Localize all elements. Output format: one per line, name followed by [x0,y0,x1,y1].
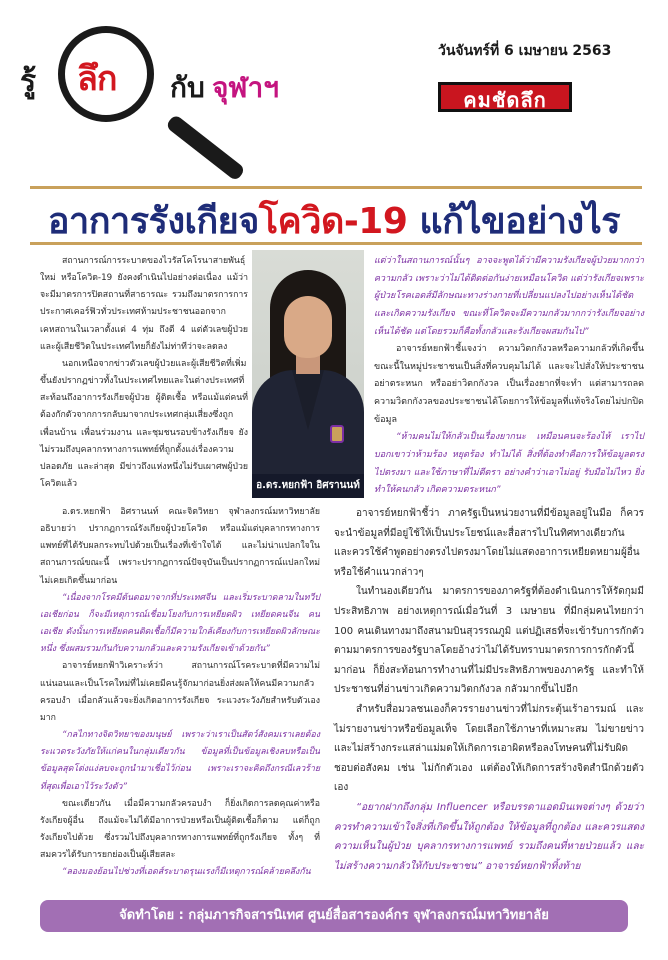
paragraph: อาจารย์หยกฟ้าชี้แจงว่า ความวิตกกังวลหรือความกลัวที่เกิดขึ้นขณะนี้ในหมู่ประชาชนเป็นสิ่งที่ควบคุมไม่ได้ และจะไปสั่งให้ประชาชนอย่าตระหนก หรืออย่าวิตกกังวล เป็นเรื่องยากที่จะทำ แต่สามารถลดความวิตกกังวลของประชาชนได้โดยการให้ข้อมูลที่แท้จริงโดยไม่ปกปิดข้อมูล [374,344,644,425]
quote-paragraph: “กลไกทางจิตวิทยาของมนุษย์ เพราะว่าเราเป็นสัตว์สังคมเราเลยต้องระแวดระวังภัยให้แก่คนในกลุ่มเดียวกัน ข้อมูลที่เป็นข้อมูลเชิงลบหรือเป็นข้อมูลสุดโต่งแง่ลบจะถูกนำมาเชื่อไว้ก่อน เพราะเราจะคิดถึงกรณีเลวร้ายที่สุดเพื่อเอาไว้ระวังตัว” [40,730,320,792]
headline-part-a: อาการรังเกียจ [47,201,259,242]
magnifier-handle [165,114,246,182]
paragraph: ขณะเดียวกัน เมื่อมีความกลัวครอบงำ ก็ยิ่งเกิดการลดคุณค่าหรือรังเกียจผู้อื่น ถึงแม้จะไม่ได้มีอาการป่วยหรือเป็นผู้ติดเชื้อก็ตาม แต่ก็ถูกรังเกียจไปด้วย ซึ่งรวมไปถึงบุคลากรทางการแพทย์ที่ถูกรังเกียจ ทั้งๆ ที่สมควรได้รับการยกย่องเป็นผู้เสียสละ [40,798,320,861]
paragraph: ในทำนองเดียวกัน มาตรการของภาครัฐที่ต้องดำเนินการให้รัดกุมมีประสิทธิภาพ อย่างเหตุการณ์เมื่อวันที่ 3 เมษายน ที่มีกลุ่มคนไทยกว่า 100 คนเดินทางมาถึงสนามบินสุวรรณภูมิ แต่ปฏิเสธที่จะเข้ารับการกักตัวตามมาตรการของรัฐบาลโดยอ้างว่าไม่ได้รับทราบมาตรการการกักตัวนี้มาก่อน ก็ยิ่งสะท้อนการทำงานที่ไม่มีประสิทธิภาพของภาครัฐ และทำให้ประชาชนที่อ่านข่าวเกิดความวิตกกังวล กลัวมากขึ้นไปอีก [334,586,644,696]
quote-paragraph: “ห้ามคนไม่ให้กลัวเป็นเรื่องยากนะ เหมือนคนจะร้องไห้ เราไปบอกเขาว่าห้ามร้อง หยุดร้อง ทำไม่ได้ สิ่งที่ต้องทำคือการให้ข้อมูลตรงไปตรงมา และใช้ภาษาที่ไม่ตีตรา อย่างคำว่าเอาไม่อยู่ รับมือไม่ไหว ยิ่งทำให้คนกลัว เกิดความตระหนก” [374,432,644,496]
article-left-top [40,253,248,493]
quote-paragraph: “อยากฝากถึงกลุ่ม Influencer หรือบรรดาแอดมินเพจต่างๆ ด้วยว่าควรทำความเข้าใจสิ่งที่เกิดขึ้นให้ถูกต้อง ให้ข้อมูลที่ถูกต้อง และควรแสดงความเห็นในผู้ป่วย บุคลากรทางการแพทย์ รวมถึงคนที่หายป่วยแล้ว และไม่สร้างความกลัวให้กับประชาชน” อาจารย์หยกฟ้าทิ้งท้าย [334,801,644,872]
article-right-top [374,253,644,500]
quote-paragraph: “เนื่องจากโรคมีต้นตอมาจากที่ประเทศจีน และเริ่มระบาดลามในทวีปเอเชียก่อน ก็จะมีเหตุการณ์เชื่อมโยงกับการเหยียดผิว เหยียดคนจีน คนเอเชีย ดังนั้นการเหยียดคนติดเชื้อก็มีความใกล้เคียงกับการเหยียดผิวลักษณะหนึ่ง ซึ่งผสมรวมกันกับความกลัวและความรังเกียจเข้าด้วยกัน” [40,592,320,655]
article-right-main [334,504,644,876]
paragraph: อาจารย์หยกฟ้าวิเคราะห์ว่า สถานการณ์โรคระบาดที่มีความไม่แน่นอนและเป็นโรคใหม่ที่ไม่เคยมีคนรู้จักมาก่อนยิ่งส่งผลให้คนมีความกลัวครอบงำ เมื่อกลัวแล้วจะยิ่งเกิดอาการรังเกียจ ระแวงระวังภัยสำหรับตัวเองมาก [40,661,320,723]
quote-paragraph: แต่ว่าในสถานการณ์นั้นๆ อาจจะพูดได้ว่ามีความรังเกียจผู้ป่วยมากกว่าความกลัว เพราะว่าไม่ได้ติดต่อกันง่ายเหมือนโควิด แต่ว่ารังเกียจเพราะผู้ป่วยโรคเอดส์มีลักษณะทางร่างกายที่เปลี่ยนแปลงไปอย่างเห็นได้ชัด และเกิดความรังเกียจ ขณะที่โควิดจะมีความกลัวมากกว่ารังเกียจอย่างเห็นได้ชัด แต่โดยรวมก็คือทั้งกลัวและรังเกียจผสมกันไป” [374,256,644,337]
paragraph: อ.ดร.หยกฟ้า อิศรานนท์ คณะจิตวิทยา จุฬาลงกรณ์มหาวิทยาลัย อธิบายว่า ปรากฏการณ์รังเกียจผู้ป่วยโควิด หรือแม้แต่บุคลากรทางการแพทย์ที่ได้รับผลกระทบไปด้วยเป็นเรื่องที่เข้าใจได้ และไม่น่าแปลกใจในสถานการณ์ขณะนี้ เพราะปรากฏการณ์ปัจจุบันเป็นปรากฏการณ์แปลกใหม่ ไม่เคยเกิดขึ้นมาก่อน [40,507,320,586]
headline-rule-bottom [30,242,642,245]
column-title-prefix: รู้ [20,64,37,99]
university-badge-icon [330,425,344,443]
headline-part-c: แก้ไขอย่างไร [407,201,621,242]
page-header [0,0,668,180]
footer-credit: จัดทำโดย : กลุ่มภารกิจสารนิเทศ ศูนย์สื่อสารองค์กร จุฬาลงกรณ์มหาวิทยาลัย [40,900,628,932]
column-title-lens-word: ลึก [77,59,117,99]
article-left-bottom [40,504,320,881]
paragraph: สำหรับสื่อมวลชนเองก็ควรรายงานข่าวที่ไม่กระตุ้นเร้าอารมณ์ และไม่รายงานข่าวหรือข้อมูลเท็จ โดยเลือกใช้ภาษาที่เหมาะสม ไม่ขายข่าว และไม่สร้างกระแสล่าแม่มดให้เกิดการเอาผิดหรือลงโทษคนที่ไม่รับผิดชอบต่อสังคม เช่น ไม่กักตัวเอง แต่ต้องให้เกิดการสร้างจิตสำนึกด้วยตัวเอง [334,703,644,794]
portrait-photo [252,250,364,498]
column-title-suffix-a: กับ [170,71,205,104]
headline-part-b: โควิด-19 [258,201,408,242]
paragraph: สถานการณ์การระบาดของไวรัสโคโรนาสายพันธุ์ใหม่ หรือโควิด-19 ยังคงดำเนินไปอย่างต่อเนื่อง แม้ว่าจะมีมาตรการปิดสถานที่สาธารณะ รวมถึงมาตรการการประกาศเคอร์ฟิวทั่วประเทศห้ามประชาชนออกจากเคหสถานในเวลาตั้งแต่ 4 ทุ่ม ถึงตี 4 แต่ตัวเลขผู้ป่วยและผู้เสียชีวิตในประเทศไทยก็ยังไม่ท่าทีว่าจะลดลง [40,256,248,352]
photo-face [284,296,332,358]
quote-paragraph: “ลองมองย้อนไปช่วงที่เอดส์ระบาดรุนแรงก็มีเหตุการณ์คล้ายคลึงกัน [62,867,311,878]
publication-date: วันจันทร์ที่ 6 เมษายน 2563 [438,43,612,59]
paragraph: นอกเหนือจากข่าวตัวเลขผู้ป่วยและผู้เสียชีวิตที่เพิ่มขึ้นยังปรากฏข่าวทั้งในประเทศไทยและในต่างประเทศที่สะท้อนถึงอาการรังเกียจผู้ป่วย ผู้ติดเชื้อ หรือแม้แต่คนที่ต้องกักตัวจากการกลับมาจากประเทศกลุ่มเสี่ยงซึ่งถูกเพื่อนบ้าน เพื่อนร่วมงาน และชุมชนรอบข้างรังเกียจ ยังไม่รวมถึงบุคลากรทางการแพทย์ที่ถูกตั้งแง่เรื่องความปลอดภัย และล่าสุด มีข่าวถึงแห่งหนึ่งไม่รับเผาศพผู้ป่วยโควิดแล้ว [40,358,248,490]
headline-rule-top [30,186,642,189]
photo-caption: อ.ดร.หยกฟ้า อิศรานนท์ [252,474,364,498]
magnifier-lens [58,26,154,122]
headline [0,192,668,249]
paragraph: อาจารย์หยกฟ้าชี้ว่า ภาครัฐเป็นหน่วยงานที่มีข้อมูลอยู่ในมือ ก็ควรจะนำข้อมูลที่มีอยู่ใช้ให้เป็นประโยชน์และสื่อสารไปในทิศทางเดียวกัน และควรใช้คำพูดอย่างตรงไปตรงมาโดยไม่แสดงอาการเหยียดหยามผู้อื่น หรือใช้คำแนวกล่าวๆ [334,508,644,578]
publication-logo: คมชัดลึก [438,82,572,112]
column-title-suffix-b: จุฬาฯ [212,71,279,104]
